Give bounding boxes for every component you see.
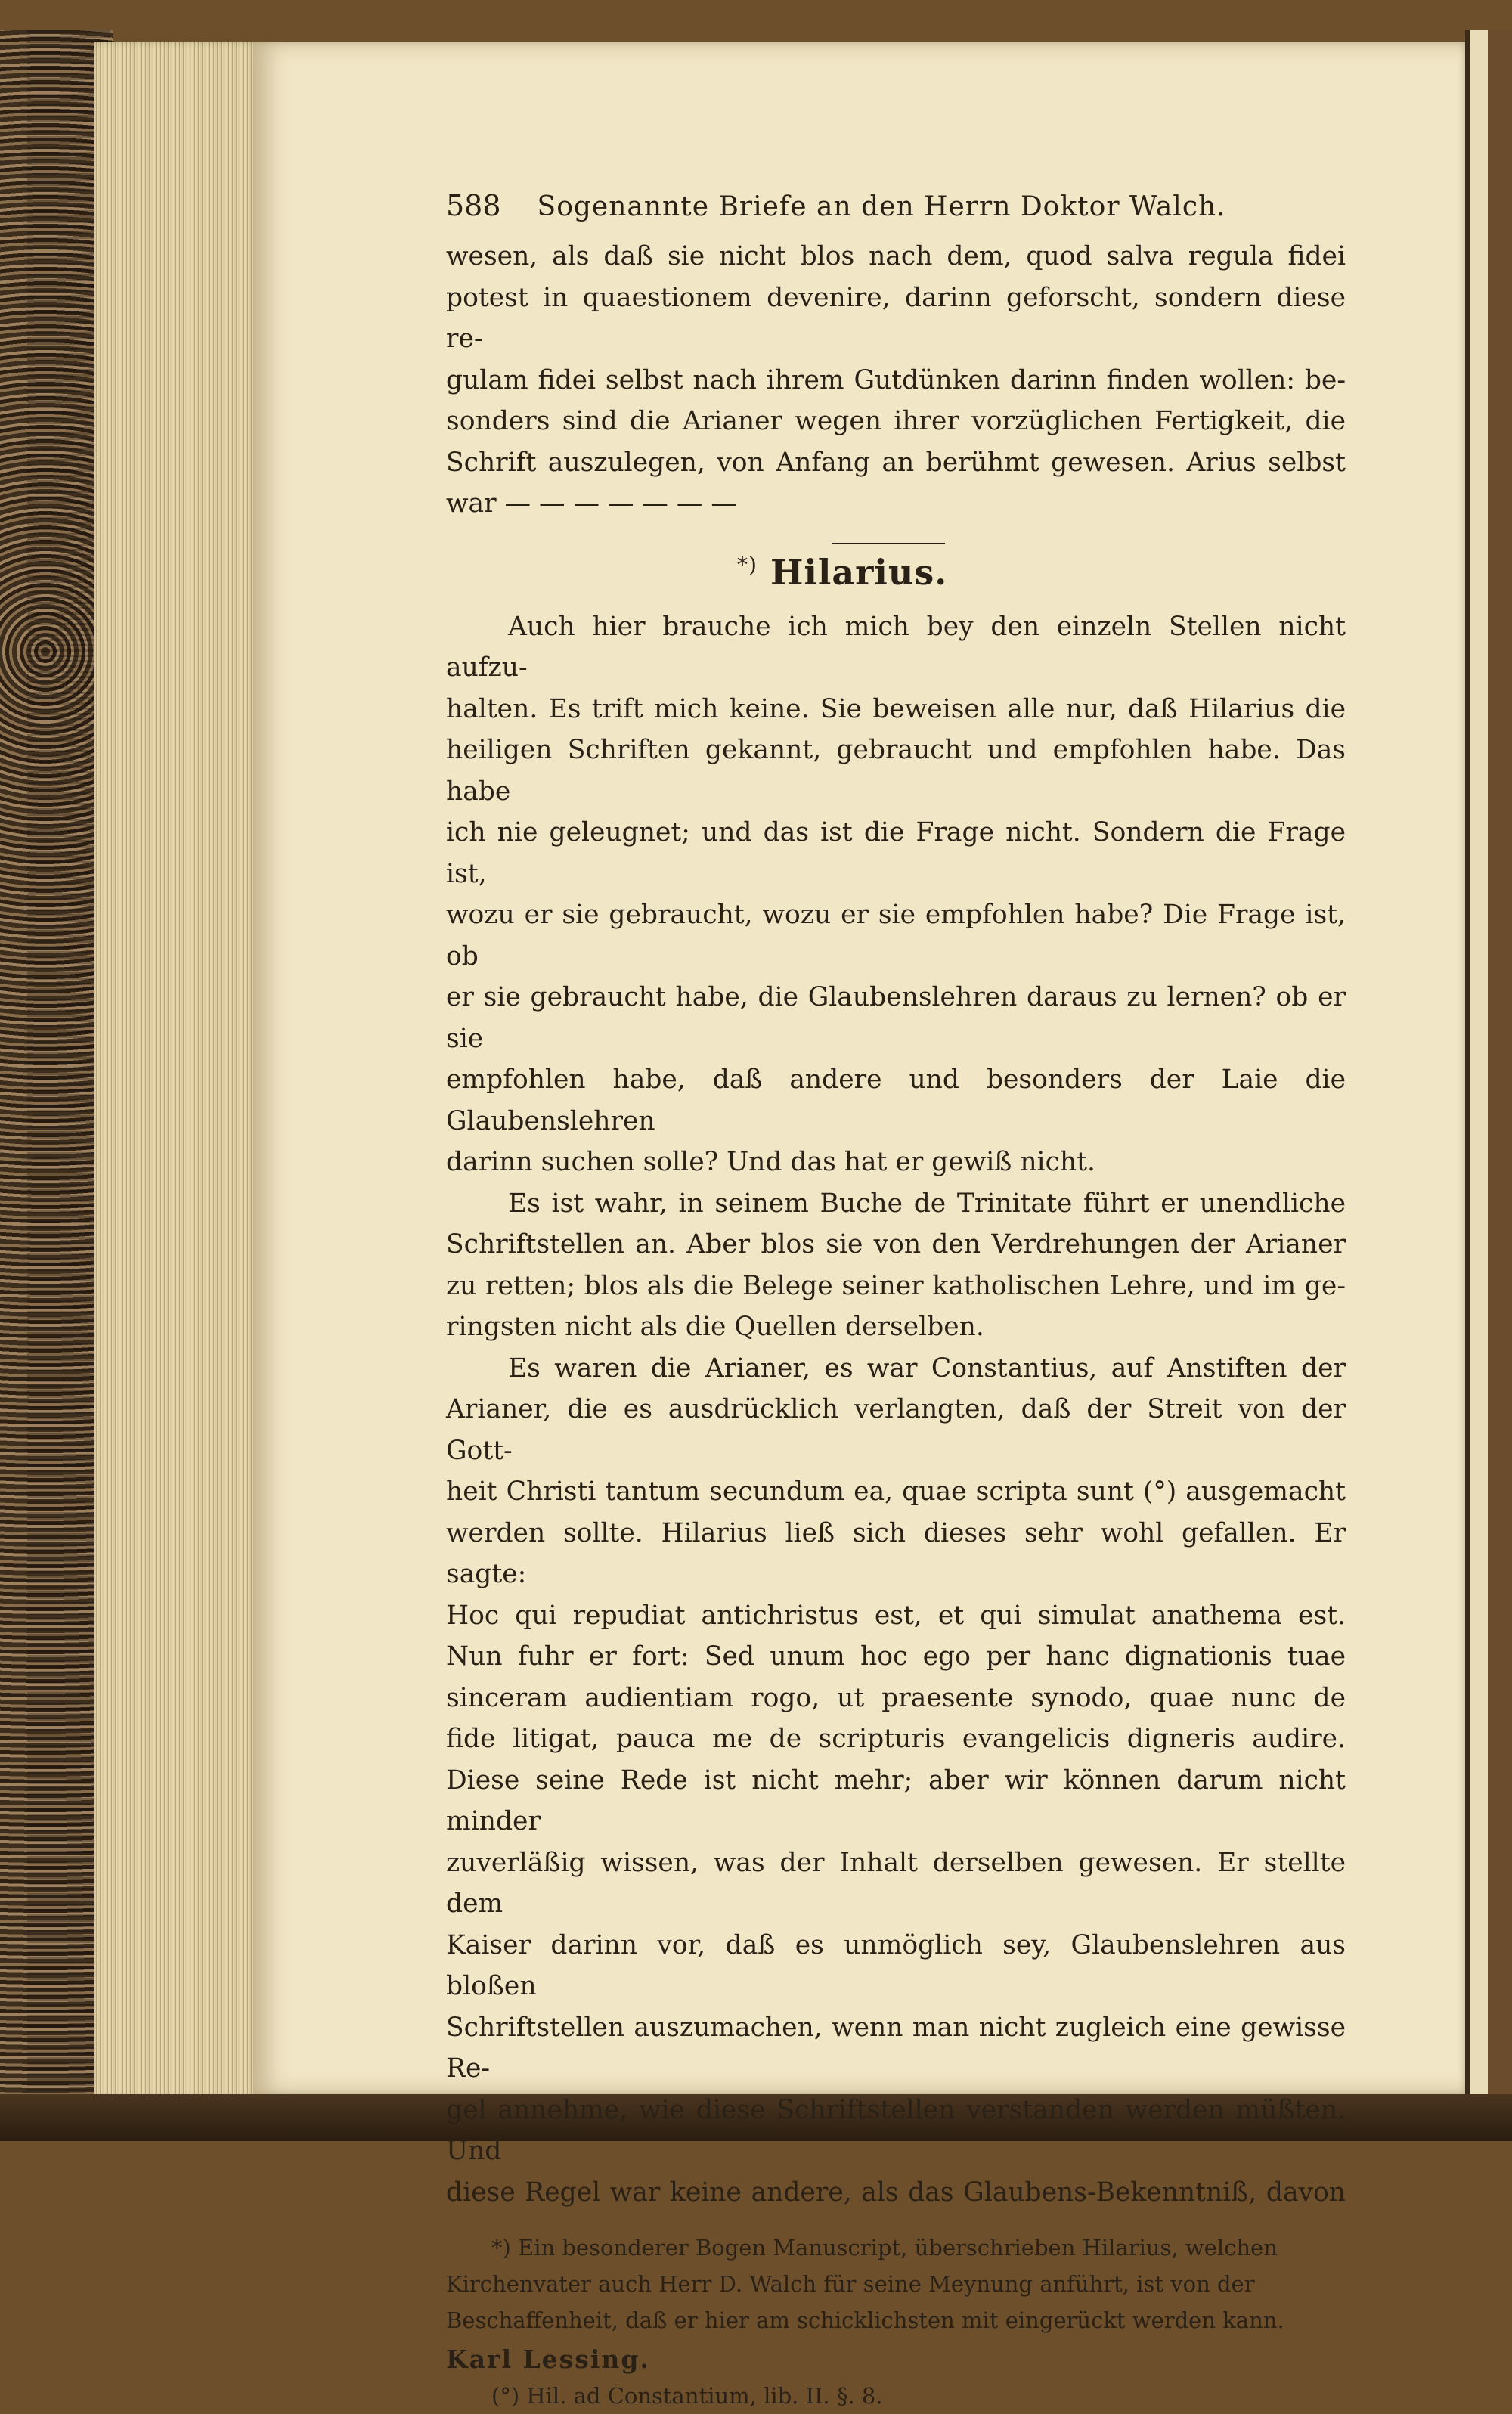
text-line: fide litigat, pauca me de scripturis evangelicis digneris audire. — [446, 1724, 1346, 1754]
text-line: Es waren die Arianer, es war Constantius, auf Anstiften der — [508, 1353, 1346, 1384]
text-line: heiligen Schriften gekannt, gebraucht und empfohlen habe. Das habe — [446, 735, 1346, 807]
page-number: 588 — [446, 189, 501, 222]
text-line: wozu er sie gebraucht, wozu er sie empfohlen habe? Die Frage ist, ob — [446, 900, 1346, 971]
right-book-edge — [1465, 30, 1512, 2117]
running-header — [446, 189, 1346, 222]
text-line: zuverläßig wissen, was der Inhalt derselben gewesen. Er stellte dem — [446, 1847, 1346, 1919]
text-line: zu retten; blos als die Belege seiner katholischen Lehre, und im ge- — [446, 1270, 1346, 1301]
paragraph-3 — [446, 1183, 1346, 1348]
text-line: gulam fidei selbst nach ihrem Gutdünken darinn finden wollen: be- — [446, 364, 1346, 395]
text-line: ich nie geleugnet; und das ist die Frage nicht. Sondern die Frage ist, — [446, 817, 1346, 889]
text-line: Nun fuhr er fort: Sed unum hoc ego per hanc dignationis tuae — [446, 1641, 1346, 1672]
text-line: Hoc qui repudiat antichristus est, et qui simulat anathema est. — [446, 1600, 1346, 1631]
footnote-marker: *) — [737, 552, 758, 578]
text-line: werden sollte. Hilarius ließ sich dieses sehr wohl gefallen. Er sagte: — [446, 1517, 1346, 1589]
footnote-line: Kirchenvater auch Herr D. Walch für seine Meynung anführt, ist von der — [446, 2271, 1255, 2297]
paragraph-4 — [446, 1348, 1346, 2214]
text-line: gel annehme, wie diese Schriftstellen verstanden werden müßten. Und — [446, 2094, 1346, 2166]
text-line: diese Regel war keine andere, als das Glaubens-Bekenntniß, davon — [446, 2177, 1346, 2208]
text-line: Schriftstellen auszumachen, wenn man nicht zugleich eine gewisse Re- — [446, 2012, 1346, 2084]
text-line: Schriftstellen an. Aber blos sie von den Verdrehungen der Arianer — [446, 1229, 1346, 1260]
text-line: Arianer, die es ausdrücklich verlangten, daß der Streit von der Gott- — [446, 1394, 1346, 1466]
text-line: wesen, als daß sie nicht blos nach dem, quod salva regula fidei — [446, 241, 1346, 271]
text-line: er sie gebraucht habe, die Glaubenslehren daraus zu lernen? ob er sie — [446, 982, 1346, 1054]
text-line: sonders sind die Arianer wegen ihrer vorzüglichen Fertigkeit, die — [446, 406, 1346, 436]
footnote-line: Beschaffenheit, daß er hier am schicklichsten mit eingerückt werden kann. — [446, 2307, 1284, 2333]
page-content — [446, 189, 1346, 2414]
page-edges — [94, 42, 261, 2098]
footnote-signature: Karl Lessing. — [446, 2344, 650, 2374]
text-line: Es ist wahr, in seinem Buche de Trinitate führt er unendliche — [508, 1188, 1346, 1219]
footnotes — [446, 2230, 1346, 2414]
text-line: war — — — — — — — — [446, 488, 737, 519]
text-line: potest in quaestionem devenire, darinn geforscht, sondern diese re- — [446, 282, 1346, 354]
section-heading — [737, 552, 1346, 593]
text-line: halten. Es trift mich keine. Sie beweisen alle nur, daß Hilarius die — [446, 693, 1346, 724]
paragraph-1 — [446, 236, 1346, 525]
text-line: Kaiser darinn vor, daß es unmöglich sey, Glaubenslehren aus bloßen — [446, 1929, 1346, 2001]
text-line: darinn suchen solle? Und das hat er gewiß nicht. — [446, 1147, 1095, 1177]
text-line: heit Christi tantum secundum ea, quae scripta sunt (°) ausgemacht — [446, 1477, 1346, 1507]
paragraph-2 — [446, 606, 1346, 1183]
text-line: empfohlen habe, daß andere und besonders der Laie die Glaubenslehren — [446, 1064, 1346, 1136]
footnote-line: *) Ein besonderer Bogen Manuscript, überschrieben Hilarius, welchen — [491, 2235, 1278, 2261]
text-line: Auch hier brauche ich mich bey den einzeln Stellen nicht aufzu- — [446, 611, 1346, 683]
text-line: sinceram audientiam rogo, ut praesente synodo, quae nunc de — [446, 1682, 1346, 1713]
text-line: Schrift auszulegen, von Anfang an berühmt gewesen. Arius selbst — [446, 447, 1346, 478]
text-line: ringsten nicht als die Quellen derselben. — [446, 1312, 984, 1342]
citation: (°) Hil. ad Constantium, lib. II. §. 8. — [491, 2383, 883, 2409]
section-divider — [832, 543, 945, 544]
running-title: Sogenannte Briefe an den Herrn Doktor Walch. — [537, 191, 1226, 222]
section-title: Hilarius. — [770, 551, 948, 593]
text-line: Diese seine Rede ist nicht mehr; aber wir können darum nicht minder — [446, 1765, 1346, 1836]
